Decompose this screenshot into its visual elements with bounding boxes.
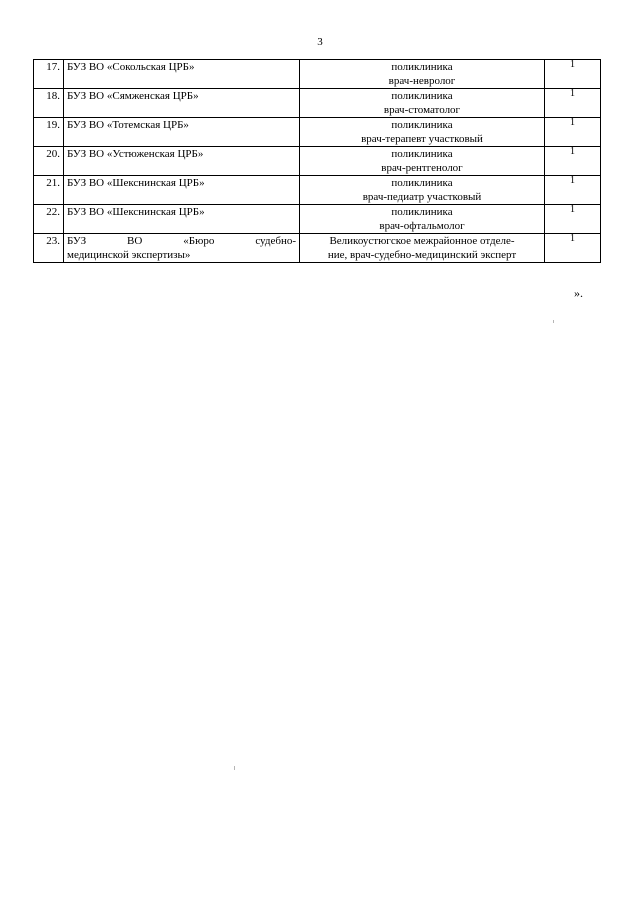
position-line1: поликлиника — [391, 206, 453, 218]
table-row — [34, 89, 601, 118]
quantity-cell: 1 — [545, 60, 601, 89]
position-cell — [300, 205, 545, 234]
organization-cell: БУЗ ВО «Шекснинская ЦРБ» — [64, 176, 300, 205]
row-number: 23. — [34, 234, 64, 263]
quantity-cell: 1 — [545, 89, 601, 118]
organization-cell: БУЗ ВО «Сокольская ЦРБ» — [64, 60, 300, 89]
position-cell — [300, 118, 545, 147]
position-cell — [300, 176, 545, 205]
organization-line2: медицинской экспертизы» — [67, 249, 191, 261]
position-line1: поликлиника — [391, 61, 453, 73]
scan-speck — [234, 766, 235, 770]
page-number: 3 — [317, 36, 323, 48]
position-cell — [300, 60, 545, 89]
position-line2: врач-офтальмолог — [379, 220, 465, 232]
position-line2: врач-педиатр участковый — [362, 191, 482, 203]
table-row — [34, 176, 601, 205]
table-row — [34, 147, 601, 176]
position-line2: врач-терапевт участковый — [361, 133, 483, 145]
position-line1: поликлиника — [391, 119, 453, 131]
quantity-cell: 1 — [545, 205, 601, 234]
closing-quote: ». — [574, 286, 583, 300]
quantity-cell: 1 — [545, 118, 601, 147]
position-line2: ние, врач-судебно-медицинский эксперт — [327, 249, 517, 261]
row-number: 19. — [34, 118, 64, 147]
table-row — [34, 60, 601, 89]
organization-line1: БУЗ ВО «Бюро судебно- — [67, 235, 296, 247]
position-line1: Великоустюгское межрайонное отделе- — [329, 235, 515, 247]
table-row — [34, 118, 601, 147]
position-line2: врач-рентгенолог — [381, 162, 463, 174]
position-line2: врач-стоматолог — [383, 104, 461, 116]
row-number: 20. — [34, 147, 64, 176]
position-cell — [300, 147, 545, 176]
position-line1: поликлиника — [391, 148, 453, 160]
position-line1: поликлиника — [391, 177, 453, 189]
row-number: 18. — [34, 89, 64, 118]
quantity-cell: 1 — [545, 176, 601, 205]
position-line2: врач-невролог — [388, 75, 456, 87]
row-number: 21. — [34, 176, 64, 205]
position-cell — [300, 89, 545, 118]
position-line1: поликлиника — [391, 90, 453, 102]
organization-cell — [64, 234, 300, 263]
organization-cell: БУЗ ВО «Устюженская ЦРБ» — [64, 147, 300, 176]
organization-cell: БУЗ ВО «Тотемская ЦРБ» — [64, 118, 300, 147]
row-number: 17. — [34, 60, 64, 89]
table-body — [34, 60, 601, 263]
quantity-cell: 1 — [545, 234, 601, 263]
scan-speck — [553, 320, 554, 323]
organization-cell: БУЗ ВО «Шекснинская ЦРБ» — [64, 205, 300, 234]
positions-table — [33, 59, 601, 263]
table-row — [34, 205, 601, 234]
organization-cell: БУЗ ВО «Сямженская ЦРБ» — [64, 89, 300, 118]
position-cell — [300, 234, 545, 263]
table-row-last — [34, 234, 601, 263]
quantity-cell: 1 — [545, 147, 601, 176]
row-number: 22. — [34, 205, 64, 234]
